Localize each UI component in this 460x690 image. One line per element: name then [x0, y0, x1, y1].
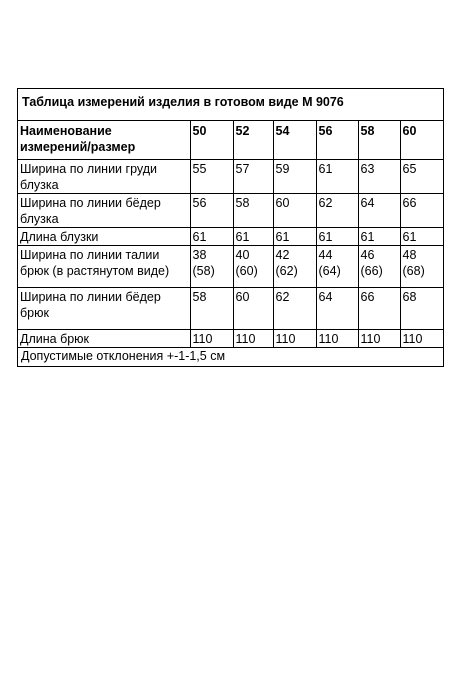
- size-header-cell: 58: [358, 121, 400, 160]
- value-cell: [233, 330, 273, 348]
- value-cell: [400, 194, 443, 228]
- value-main: 57: [235, 162, 250, 176]
- value-main: 61: [235, 230, 250, 244]
- value-secondary: (60): [235, 264, 258, 278]
- table-row: [18, 288, 443, 330]
- value-main: 60: [235, 290, 250, 304]
- measurement-label-cell: [18, 330, 190, 348]
- size-header-cell: 56: [316, 121, 358, 160]
- value-cell: [316, 246, 358, 288]
- value-main: 65: [402, 162, 417, 176]
- value-cell: [358, 330, 400, 348]
- value-main: 61: [192, 230, 207, 244]
- value-cell: [316, 160, 358, 194]
- value-secondary: (62): [275, 264, 298, 278]
- value-main: 66: [360, 290, 375, 304]
- value-main: 61: [318, 230, 333, 244]
- value-main: 66: [402, 196, 417, 210]
- value-cell: [190, 228, 233, 246]
- measurement-label-line1: Длина блузки: [20, 230, 99, 244]
- measurement-label-line1: Ширина по линии бёдер: [20, 196, 161, 210]
- value-main: 40: [235, 248, 250, 262]
- value-main: 110: [275, 332, 296, 346]
- value-main: 64: [360, 196, 375, 210]
- value-cell: [273, 288, 316, 330]
- size-header-cell: 52: [233, 121, 273, 160]
- value-main: 58: [235, 196, 250, 210]
- table-title: Таблица измерений изделия в готовом виде М 9076: [18, 89, 443, 121]
- value-cell: [273, 194, 316, 228]
- value-main: 38: [192, 248, 207, 262]
- header-label-line2: измерений/размер: [20, 140, 136, 154]
- value-cell: [233, 160, 273, 194]
- measurement-label-cell: [18, 160, 190, 194]
- value-main: 110: [192, 332, 213, 346]
- measurement-label-line1: Длина брюк: [20, 332, 90, 346]
- measurement-label-line1: Ширина по линии груди: [20, 162, 157, 176]
- table-row: [18, 194, 443, 228]
- value-main: 61: [402, 230, 417, 244]
- value-cell: [273, 246, 316, 288]
- value-main: 61: [318, 162, 333, 176]
- value-cell: [400, 330, 443, 348]
- value-secondary: (68): [402, 264, 425, 278]
- value-cell: [273, 160, 316, 194]
- measurement-label-line2: брюк: [20, 306, 49, 320]
- table-row: [18, 330, 443, 348]
- value-cell: [358, 160, 400, 194]
- measurement-label-cell: [18, 194, 190, 228]
- value-main: 48: [402, 248, 417, 262]
- measurement-label-line2: блузка: [20, 178, 59, 192]
- value-main: 61: [275, 230, 290, 244]
- value-main: 61: [360, 230, 375, 244]
- value-cell: [316, 330, 358, 348]
- value-main: 110: [360, 332, 381, 346]
- value-cell: [233, 246, 273, 288]
- value-cell: [400, 228, 443, 246]
- value-main: 60: [275, 196, 290, 210]
- value-cell: [273, 330, 316, 348]
- value-main: 110: [235, 332, 256, 346]
- tolerance-note: Допустимые отклонения +-1-1,5 см: [21, 349, 226, 363]
- value-cell: [316, 228, 358, 246]
- value-cell: [273, 228, 316, 246]
- value-main: 59: [275, 162, 290, 176]
- value-cell: [400, 288, 443, 330]
- size-header-cell: 50: [190, 121, 233, 160]
- value-cell: [190, 330, 233, 348]
- value-cell: [190, 288, 233, 330]
- header-label-line1: Наименование: [20, 124, 112, 138]
- header-row: [18, 121, 443, 160]
- table-row: [18, 228, 443, 246]
- value-cell: [190, 246, 233, 288]
- value-main: 58: [192, 290, 207, 304]
- value-cell: [316, 194, 358, 228]
- value-main: 110: [318, 332, 339, 346]
- value-main: 46: [360, 248, 375, 262]
- value-main: 56: [192, 196, 207, 210]
- value-main: 68: [402, 290, 417, 304]
- value-cell: [233, 194, 273, 228]
- value-secondary: (66): [360, 264, 383, 278]
- value-cell: [190, 160, 233, 194]
- size-header-cell: 60: [400, 121, 443, 160]
- value-main: 44: [318, 248, 333, 262]
- table-row: [18, 160, 443, 194]
- value-cell: [358, 228, 400, 246]
- value-main: 42: [275, 248, 290, 262]
- header-label-cell: [18, 121, 190, 160]
- value-secondary: (64): [318, 264, 341, 278]
- measurement-table: [18, 121, 443, 348]
- value-cell: [190, 194, 233, 228]
- value-main: 64: [318, 290, 333, 304]
- value-cell: [316, 288, 358, 330]
- measurement-table-frame: [17, 88, 444, 367]
- measurement-label-cell: [18, 228, 190, 246]
- value-main: 62: [275, 290, 290, 304]
- value-secondary: (58): [192, 264, 215, 278]
- value-cell: [400, 160, 443, 194]
- value-main: 55: [192, 162, 207, 176]
- value-cell: [358, 194, 400, 228]
- value-cell: [400, 246, 443, 288]
- value-cell: [358, 288, 400, 330]
- value-cell: [233, 288, 273, 330]
- measurement-label-line1: Ширина по линии бёдер: [20, 290, 161, 304]
- value-main: 110: [402, 332, 423, 346]
- measurement-label-line1: Ширина по линии талии: [20, 248, 160, 262]
- size-header-cell: 54: [273, 121, 316, 160]
- value-main: 63: [360, 162, 375, 176]
- measurement-label-line2: блузка: [20, 212, 59, 226]
- value-cell: [358, 246, 400, 288]
- value-main: 62: [318, 196, 333, 210]
- measurement-label-line2: брюк (в растянутом виде): [20, 264, 170, 278]
- table-row: [18, 246, 443, 288]
- value-cell: [233, 228, 273, 246]
- measurement-label-cell: [18, 288, 190, 330]
- measurement-label-cell: [18, 246, 190, 288]
